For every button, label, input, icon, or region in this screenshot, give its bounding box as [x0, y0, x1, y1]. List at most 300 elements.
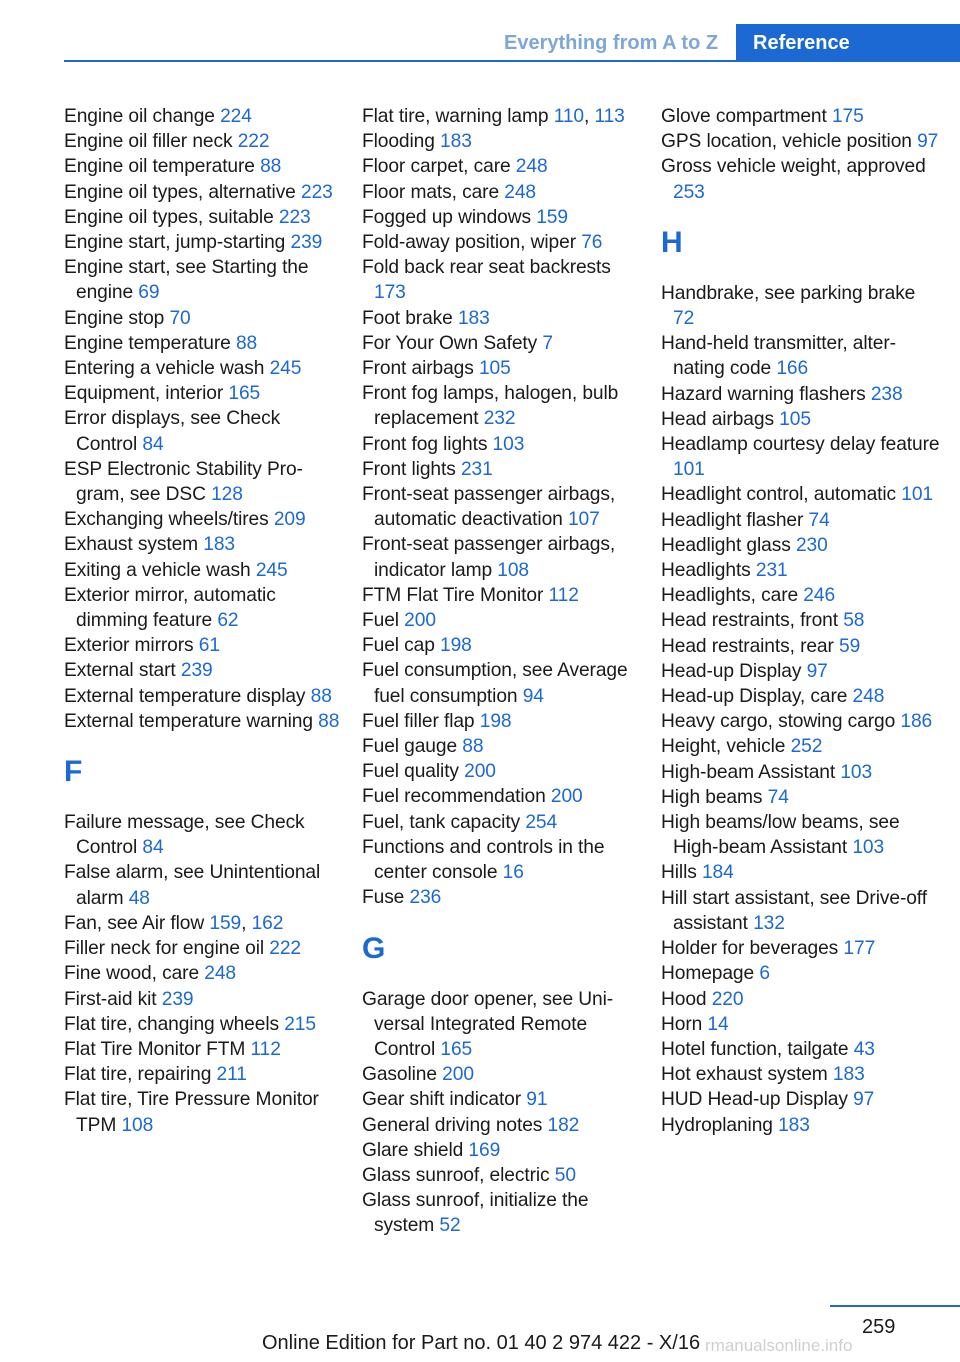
index-entry [661, 936, 941, 961]
page-link[interactable]: 76 [581, 232, 603, 254]
index-entry [362, 432, 642, 457]
index-entry [362, 1163, 642, 1188]
index-entry [362, 885, 642, 910]
page-link[interactable]: 248 [204, 963, 236, 985]
index-entry [64, 457, 344, 507]
page-link[interactable]: 48 [128, 887, 150, 909]
page-link[interactable]: 84 [142, 837, 164, 859]
index-entry [64, 1062, 344, 1087]
index-entry [64, 356, 344, 381]
index-entry [661, 709, 941, 734]
page-link[interactable]: 72 [673, 308, 695, 330]
page-link[interactable]: 231 [755, 560, 788, 582]
index-entry [661, 1012, 941, 1037]
watermark: rmanualsonline.info [705, 1336, 853, 1355]
page-link[interactable]: 183 [832, 1064, 865, 1086]
index-term: Flat tire, changing wheels [64, 1013, 285, 1035]
index-term: Hand-held transmitter, alternating code [661, 333, 897, 380]
index-entry [362, 129, 642, 154]
index-term: Fogged up windows [362, 206, 537, 228]
index-term: False alarm, see Unintentional alarm [64, 862, 321, 909]
page-link[interactable]: 101 [901, 484, 933, 506]
page-link[interactable]: 108 [121, 1114, 154, 1136]
index-entry [661, 886, 941, 936]
index-entry [362, 482, 642, 532]
index-term: Homepage [661, 963, 760, 985]
index-term: Gasoline [362, 1064, 443, 1086]
page-link[interactable]: 184 [701, 862, 734, 884]
index-term: Error displays, see Check Control [64, 408, 281, 455]
index-entry [64, 684, 344, 709]
page-link[interactable]: 177 [843, 938, 876, 960]
page-link[interactable]: 183 [457, 307, 490, 329]
index-entry [661, 785, 941, 810]
page-link[interactable]: 230 [795, 534, 828, 556]
page-link[interactable]: 198 [479, 710, 512, 732]
index-entry [64, 1087, 344, 1137]
index-term: Engine oil types, alternative [64, 181, 301, 203]
page-link[interactable]: 236 [409, 887, 442, 909]
header-section-title: Everything from A to Z [504, 32, 719, 54]
index-entry [661, 508, 941, 533]
index-term: First-aid kit [64, 988, 162, 1010]
page-link[interactable]: 69 [138, 282, 160, 304]
index-term: High-beam Assistant [661, 761, 841, 783]
index-term: Engine start, jump-starting [64, 232, 291, 254]
page-link[interactable]: 110 [553, 106, 584, 127]
index-term: Head-up Display [661, 660, 807, 682]
page-link[interactable]: 173 [374, 282, 406, 304]
page-link[interactable]: 112 [548, 584, 579, 606]
index-entry [661, 961, 941, 986]
index-term: Headlamp courtesy delay feature [661, 434, 940, 456]
index-entry [64, 507, 344, 532]
index-entry [661, 104, 941, 129]
page-link[interactable]: 159 [536, 206, 568, 228]
page-link[interactable]: 246 [803, 585, 836, 607]
index-entry [661, 533, 941, 558]
page-link[interactable]: 59 [839, 635, 861, 657]
index-entry [64, 583, 344, 633]
index-term: Exhaust system [64, 534, 204, 556]
index-entry [64, 987, 344, 1012]
index-entry [362, 255, 642, 305]
index-column-1 [64, 104, 344, 1138]
index-term: Garage door opener, see Universal Integrated Remote Control [362, 988, 614, 1060]
index-entry [362, 1138, 642, 1163]
index-term: Foot brake [362, 307, 458, 329]
page-link[interactable]: 58 [843, 610, 865, 632]
index-term: Flat Tire Monitor FTM [64, 1038, 251, 1060]
index-entry [64, 658, 344, 683]
page-link[interactable]: 162 [251, 912, 284, 934]
page-link[interactable]: 88 [260, 156, 282, 178]
index-term: GPS location, vehicle position [661, 131, 918, 153]
index-entry [362, 583, 642, 608]
index-term: Front-seat passenger airbags, indicator lamp [362, 534, 616, 581]
page-link[interactable]: 97 [853, 1089, 875, 1111]
page-link[interactable]: 175 [831, 106, 864, 127]
index-term: Fuel cap [362, 635, 441, 657]
page-link[interactable]: 223 [278, 206, 311, 228]
index-term: Hazard warning flashers [661, 383, 871, 405]
index-term: Exterior mirrors [64, 635, 199, 657]
index-term: Floor mats, care [362, 181, 505, 203]
index-term: Horn [661, 1013, 708, 1035]
page-link[interactable]: 103 [492, 433, 525, 455]
index-term: HUD Head-up Display [661, 1089, 854, 1111]
index-entry [362, 532, 642, 582]
page-link[interactable]: 198 [440, 635, 472, 657]
index-term: Flooding [362, 131, 441, 153]
index-term: Equipment, interior [64, 383, 229, 405]
index-entry [362, 835, 642, 885]
index-term: Fuel quality [362, 761, 465, 783]
page-link[interactable]: 74 [767, 786, 789, 808]
index-term: Fuel gauge [362, 736, 463, 758]
index-entry [362, 658, 642, 708]
index-term: Front fog lights [362, 433, 493, 455]
index-entry [661, 1037, 941, 1062]
index-entry [362, 230, 642, 255]
page-link[interactable]: 105 [779, 408, 811, 430]
page-link[interactable]: 183 [778, 1114, 810, 1136]
page-link[interactable]: 105 [478, 358, 511, 380]
index-entry [64, 558, 344, 583]
page-link[interactable]: 200 [550, 786, 583, 808]
index-entry [661, 281, 941, 331]
page-link[interactable]: 52 [439, 1215, 461, 1237]
index-term: Headlights, care [661, 585, 804, 607]
index-column-2 [362, 104, 642, 1239]
page-link[interactable]: 239 [161, 988, 194, 1010]
index-entry [661, 684, 941, 709]
index-entry [362, 633, 642, 658]
index-term: Gross vehicle weight, approved [661, 156, 926, 178]
page-link[interactable]: 232 [483, 408, 516, 430]
index-term: Exterior mirror, automatic dimming feature [64, 584, 276, 632]
index-term: Headlight control, automatic [661, 484, 902, 506]
page-link[interactable]: 91 [526, 1089, 548, 1111]
section-letter: H [661, 225, 683, 259]
index-entry [362, 1188, 642, 1238]
page-link[interactable]: 132 [753, 912, 785, 934]
index-term: Engine start, see Starting the engine [64, 257, 309, 304]
index-term: Glove compartment [661, 106, 832, 127]
index-entry [64, 255, 344, 305]
index-term: Engine oil change [64, 106, 221, 127]
index-entry [64, 1012, 344, 1037]
index-term: Floor carpet, care [362, 156, 516, 178]
index-term: Fuel filler flap [362, 710, 480, 732]
index-term: Failure message, see Check Control [64, 812, 305, 859]
index-entry [362, 987, 642, 1063]
index-entry [661, 558, 941, 583]
page-link[interactable]: 209 [273, 509, 306, 531]
page-link[interactable]: 224 [220, 106, 252, 127]
page-link[interactable]: 248 [504, 181, 536, 203]
edition-note: Online Edition for Part no. 01 40 2 974 422 - X/16 [262, 1332, 701, 1354]
page-link[interactable]: 62 [217, 610, 239, 632]
index-entry [661, 760, 941, 785]
page-link[interactable]: 97 [806, 660, 828, 682]
index-term: Hotel function, tailgate [661, 1038, 854, 1060]
index-term: Holder for beverages [661, 938, 844, 960]
page-link[interactable]: 6 [759, 963, 770, 985]
index-entry [64, 911, 344, 936]
index-term: Front fog lamps, halogen, bulb replacement [362, 383, 619, 430]
index-entry [64, 381, 344, 406]
index-term: Engine oil temperature [64, 156, 261, 178]
index-entry [64, 104, 344, 129]
index-term: Head airbags [661, 408, 780, 430]
page-separator: , [241, 912, 252, 934]
index-term: Engine stop [64, 307, 170, 329]
index-term: Flat tire, warning lamp [362, 106, 554, 127]
page-link[interactable]: 183 [440, 131, 472, 153]
index-entry [661, 608, 941, 633]
index-term: Head restraints, rear [661, 635, 840, 657]
page-link[interactable]: 16 [502, 862, 524, 884]
page-link[interactable]: 248 [852, 686, 885, 708]
index-entry [362, 205, 642, 230]
index-term: Fold-away position, wiper [362, 232, 582, 254]
index-term: Fuel, tank capacity [362, 811, 526, 833]
page-link[interactable]: 88 [235, 332, 258, 354]
page-link[interactable]: 84 [142, 433, 164, 455]
page-link[interactable]: 248 [515, 156, 548, 178]
index-term: Engine temperature [64, 332, 236, 354]
index-term: Fuel recommendation [362, 786, 551, 808]
index-entry [661, 860, 941, 885]
page-link[interactable]: 43 [853, 1038, 875, 1060]
index-term: Height, vehicle [661, 736, 791, 758]
index-term: Headlights [661, 560, 756, 582]
index-entry [661, 331, 941, 381]
index-entry [64, 810, 344, 860]
index-term: FTM Flat Tire Monitor [362, 584, 549, 606]
index-entry [64, 860, 344, 910]
index-entry [64, 129, 344, 154]
page-link[interactable]: 245 [269, 358, 302, 380]
index-entry [661, 482, 941, 507]
page-link[interactable]: 254 [525, 811, 558, 833]
index-term: ESP Electronic Stability Program, see DSC [64, 458, 303, 506]
index-entry [362, 356, 642, 381]
index-entry [661, 659, 941, 684]
page-link[interactable]: 186 [900, 711, 933, 733]
index-term: Exiting a vehicle wash [64, 559, 256, 581]
section-letter: F [64, 755, 83, 789]
page-link[interactable]: 88 [462, 736, 484, 758]
index-entry [362, 759, 642, 784]
index-entry [64, 230, 344, 255]
page-link[interactable]: 128 [211, 484, 243, 506]
page-link[interactable]: 94 [522, 685, 544, 707]
index-entry [661, 1087, 941, 1112]
index-term: Glare shield [362, 1139, 469, 1161]
page-link[interactable]: 222 [269, 938, 301, 960]
index-term: Front airbags [362, 358, 479, 380]
index-entry [661, 382, 941, 407]
page-link[interactable]: 103 [840, 761, 873, 783]
index-term: Handbrake, see parking brake [661, 282, 916, 304]
page-link[interactable]: 70 [169, 307, 191, 329]
index-term: External temperature display [64, 685, 311, 707]
page-link[interactable]: 14 [707, 1013, 729, 1035]
page-link[interactable]: 7 [542, 332, 553, 354]
page-link[interactable]: 231 [460, 458, 493, 480]
page-link[interactable]: 74 [808, 509, 830, 531]
section-letter: G [362, 931, 386, 965]
page-link[interactable]: 200 [464, 761, 496, 783]
index-term: Headlight flasher [661, 509, 809, 531]
index-term: Heavy cargo, stowing cargo [661, 711, 901, 733]
index-entry [64, 306, 344, 331]
index-entry [64, 961, 344, 986]
index-term: Flat tire, Tire Pressure Monitor TPM [64, 1089, 319, 1136]
index-entry [362, 734, 642, 759]
index-term: Hills [661, 862, 702, 884]
index-entry [362, 709, 642, 734]
index-term: External start [64, 660, 181, 682]
page-link[interactable]: 61 [198, 635, 220, 657]
index-term: Fine wood, care [64, 963, 205, 985]
page-link[interactable]: 101 [673, 459, 705, 481]
index-term: Glass sunroof, initialize the system [362, 1190, 589, 1237]
index-term: Hot exhaust system [661, 1064, 833, 1086]
page-link[interactable]: 112 [250, 1038, 281, 1060]
index-entry [362, 104, 642, 129]
page-link[interactable]: 166 [776, 358, 809, 380]
page-link[interactable]: 169 [468, 1139, 501, 1161]
page-link[interactable]: 165 [440, 1038, 473, 1060]
index-entry [362, 457, 642, 482]
index-entry [64, 180, 344, 205]
page-link[interactable]: 50 [554, 1164, 576, 1186]
index-entry [64, 633, 344, 658]
index-entry [64, 936, 344, 961]
page-link[interactable]: 165 [228, 383, 261, 405]
page-link[interactable]: 253 [673, 181, 705, 203]
page-link[interactable]: 88 [310, 685, 332, 707]
index-term: Fold back rear seat backrests [362, 257, 611, 279]
footer-rule [830, 1305, 960, 1307]
index-term: Headlight glass [661, 534, 796, 556]
index-entry [64, 406, 344, 456]
index-term: Fuse [362, 887, 410, 909]
index-term: Glass sunroof, electric [362, 1164, 555, 1186]
page-link[interactable]: 183 [203, 534, 235, 556]
page-link[interactable]: 113 [594, 106, 625, 127]
index-entry [362, 381, 642, 431]
index-entry [661, 129, 941, 154]
header-rule [64, 60, 960, 62]
index-term: External temperature warning [64, 710, 319, 732]
index-entry [661, 987, 941, 1012]
page-link[interactable]: 239 [290, 232, 323, 254]
index-entry [362, 810, 642, 835]
index-term: High beams [661, 786, 768, 808]
index-entry [362, 784, 642, 809]
page-link[interactable]: 245 [255, 559, 288, 581]
index-entry [661, 407, 941, 432]
index-entry [661, 634, 941, 659]
page-link[interactable]: 223 [301, 181, 333, 203]
index-term: Engine oil types, suitable [64, 206, 279, 228]
page-link[interactable]: 107 [567, 509, 600, 531]
index-entry [64, 331, 344, 356]
index-term: Fan, see Air flow [64, 912, 210, 934]
index-entry [362, 180, 642, 205]
index-entry [661, 432, 941, 482]
index-term: High beams/low beams, see High-beam Assistant [661, 812, 900, 859]
index-entry [362, 154, 642, 179]
page-link[interactable]: 182 [547, 1114, 580, 1136]
page-link[interactable]: 200 [404, 610, 436, 632]
page-link[interactable]: 97 [917, 131, 939, 153]
index-term: Gear shift indicator [362, 1089, 527, 1111]
index-term: Hill start assistant, see Drive-off assistant [661, 887, 927, 934]
page-link[interactable]: 159 [209, 912, 242, 934]
page-link[interactable]: 215 [284, 1013, 316, 1035]
index-entry [661, 810, 941, 860]
index-term: Hydroplaning [661, 1114, 779, 1136]
page-link[interactable]: 252 [790, 736, 823, 758]
page-separator: , [583, 106, 595, 127]
index-entry [362, 1113, 642, 1138]
index-term: For Your Own Safety [362, 332, 543, 354]
index-term: Head restraints, front [661, 610, 844, 632]
index-entry [661, 1113, 941, 1138]
page-link[interactable]: 88 [318, 710, 340, 732]
index-entry [362, 306, 642, 331]
index-term: Flat tire, repairing [64, 1064, 217, 1086]
page-link[interactable]: 220 [711, 988, 744, 1010]
index-entry [362, 1062, 642, 1087]
index-term: Exchanging wheels/tires [64, 509, 274, 531]
page-link[interactable]: 211 [216, 1064, 247, 1086]
index-column-3 [661, 104, 941, 1138]
index-term: Engine oil filler neck [64, 131, 238, 153]
page-link[interactable]: 200 [442, 1064, 474, 1086]
index-entry [661, 583, 941, 608]
index-term: Fuel consumption, see Average fuel consumption [362, 660, 628, 707]
index-entry [661, 154, 941, 204]
index-entry [362, 331, 642, 356]
index-term: Fuel [362, 610, 405, 632]
index-entry [64, 532, 344, 557]
page-link[interactable]: 108 [497, 559, 529, 581]
index-entry [64, 709, 344, 734]
page-link[interactable]: 239 [180, 660, 213, 682]
index-term: Front-seat passenger airbags, automatic deactivation [362, 484, 616, 531]
index-term: Head-up Display, care [661, 686, 853, 708]
index-term: Filler neck for engine oil [64, 938, 270, 960]
index-entry [64, 1037, 344, 1062]
index-entry [362, 608, 642, 633]
page-number: 259 [862, 1316, 896, 1338]
index-entry [362, 1087, 642, 1112]
index-entry [64, 205, 344, 230]
index-term: General driving notes [362, 1114, 548, 1136]
index-entry [661, 1062, 941, 1087]
index-entry [661, 734, 941, 759]
page-link[interactable]: 222 [237, 131, 270, 153]
page-link[interactable]: 238 [870, 383, 903, 405]
header-reference-tab[interactable]: Reference [736, 24, 960, 62]
page-link[interactable]: 103 [852, 837, 885, 859]
